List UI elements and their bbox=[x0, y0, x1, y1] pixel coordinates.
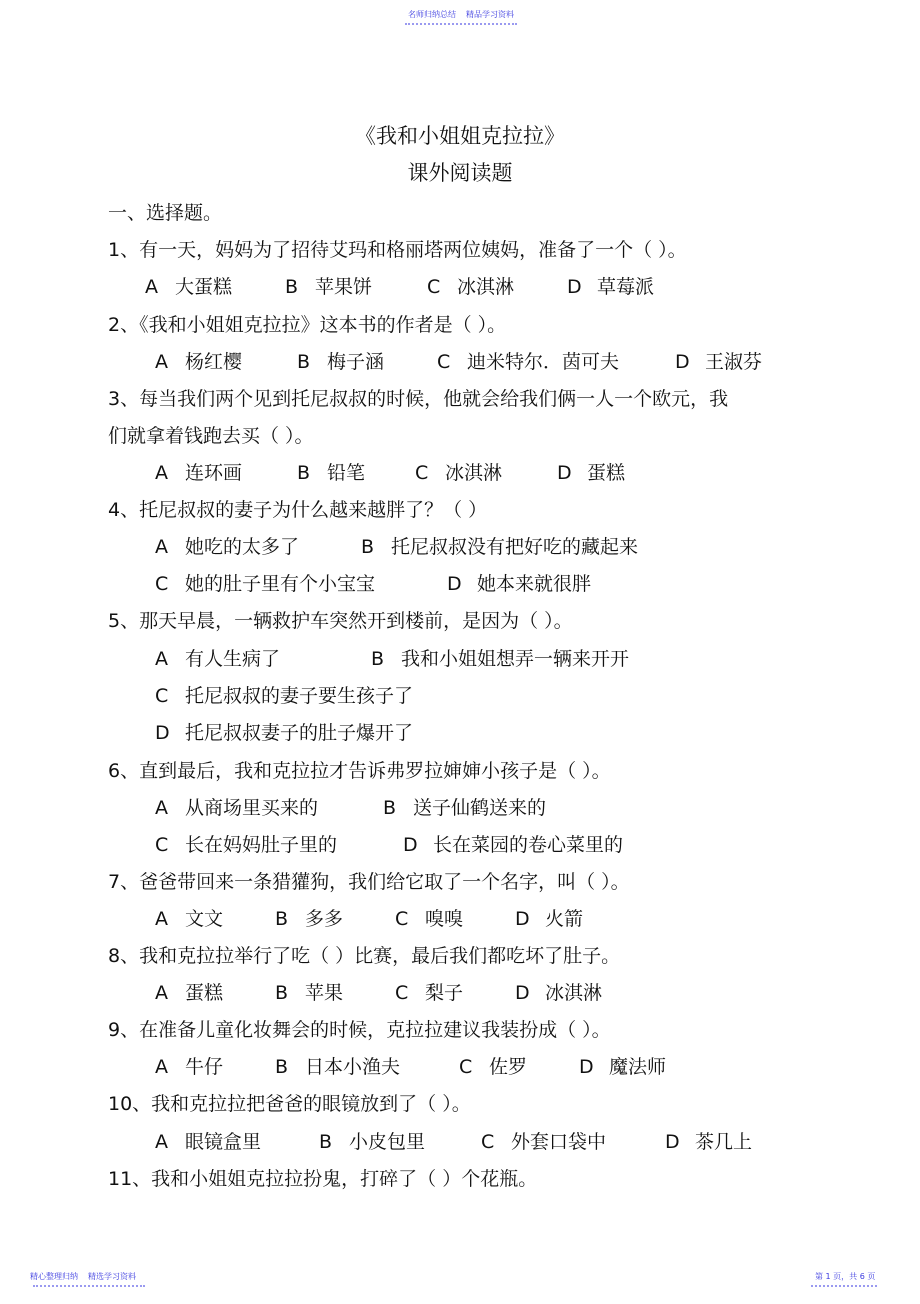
option-a: A 杨红樱 bbox=[155, 351, 243, 373]
option-d: D 她本来就很胖 bbox=[447, 573, 592, 595]
option-d: D 茶几上 bbox=[665, 1131, 753, 1153]
option-a: A 她吃的太多了 bbox=[155, 536, 300, 558]
option-b: B 小皮包里 bbox=[319, 1131, 426, 1153]
option-c: C 她的肚子里有个小宝宝 bbox=[155, 573, 376, 595]
option-c: C 嗅嗅 bbox=[395, 908, 464, 930]
option-d: D 魔法师 bbox=[579, 1056, 667, 1078]
option-d: D 王淑芬 bbox=[675, 351, 763, 373]
header-divider bbox=[405, 21, 517, 25]
question-2: 2、《我和小姐姐克拉拉》这本书的作者是（ ）。 bbox=[108, 314, 507, 336]
option-c: C 外套口袋中 bbox=[481, 1131, 607, 1153]
option-c: C 迪米特尔．茵可夫 bbox=[437, 351, 620, 373]
page-subtitle: 课外阅读题 bbox=[407, 161, 513, 185]
option-b: B 梅子涵 bbox=[297, 351, 385, 373]
question-11: 11、我和小姐姐克拉拉扮鬼，打碎了（ ）个花瓶。 bbox=[108, 1168, 538, 1190]
option-a: A 牛仔 bbox=[155, 1056, 224, 1078]
option-b: B 日本小渔夫 bbox=[275, 1056, 401, 1078]
question-10: 10、我和克拉拉把爸爸的眼镜放到了（ ）。 bbox=[108, 1093, 471, 1115]
option-d: D 火箭 bbox=[515, 908, 584, 930]
option-a: A 大蛋糕 bbox=[145, 276, 233, 298]
option-d: D 托尼叔叔妻子的肚子爆开了 bbox=[155, 722, 414, 744]
option-b: B 多多 bbox=[275, 908, 344, 930]
section-heading: 一、选择题。 bbox=[108, 202, 223, 224]
option-c: C 冰淇淋 bbox=[415, 462, 503, 484]
question-3: 3、每当我们两个见到托尼叔叔的时候，他就会给我们俩一人一个欧元，我 bbox=[108, 388, 729, 410]
footer-left-text-b: 精选学习资料 bbox=[88, 1272, 136, 1281]
question-4: 4、托尼叔叔的妻子为什么越来越胖了？（ ） bbox=[108, 499, 488, 521]
header-right-text: 精品学习资料 bbox=[466, 10, 514, 19]
option-b: B 苹果 bbox=[275, 982, 344, 1004]
option-c: C 托尼叔叔的妻子要生孩子了 bbox=[155, 685, 414, 707]
option-d: D 冰淇淋 bbox=[515, 982, 603, 1004]
question-5: 5、那天早晨，一辆救护车突然开到楼前，是因为（ ）。 bbox=[108, 610, 573, 632]
page-number: 第 1 页，共 6 页 bbox=[815, 1272, 876, 1281]
option-c: C 梨子 bbox=[395, 982, 464, 1004]
question-1: 1、有一天，妈妈为了招待艾玛和格丽塔两位姨妈，准备了一个（ ）。 bbox=[108, 239, 687, 261]
option-b: B 我和小姐姐想弄一辆来开开 bbox=[371, 648, 630, 670]
option-c: C 长在妈妈肚子里的 bbox=[155, 834, 338, 856]
question-9: 9、在准备儿童化妆舞会的时候，克拉拉建议我装扮成（ ）。 bbox=[108, 1019, 611, 1041]
option-d: D 草莓派 bbox=[567, 276, 655, 298]
footer-left-text-a: 精心整理归纳 bbox=[30, 1272, 78, 1281]
option-b: B 托尼叔叔没有把好吃的藏起来 bbox=[361, 536, 639, 558]
header-left-text: 名师归纳总结 bbox=[408, 10, 456, 19]
footer-left-divider bbox=[33, 1283, 145, 1287]
question-3-continued: 们就拿着钱跑去买（ ）。 bbox=[108, 425, 314, 447]
footer-right-divider bbox=[811, 1283, 877, 1287]
option-a: A 连环画 bbox=[155, 462, 243, 484]
question-8: 8、我和克拉拉举行了吃（ ）比赛，最后我们都吃坏了肚子。 bbox=[108, 945, 621, 967]
option-a: A 蛋糕 bbox=[155, 982, 224, 1004]
option-b: B 铅笔 bbox=[297, 462, 366, 484]
option-a: A 眼镜盒里 bbox=[155, 1131, 262, 1153]
option-b: B 苹果饼 bbox=[285, 276, 373, 298]
option-d: D 蛋糕 bbox=[557, 462, 626, 484]
option-c: C 佐罗 bbox=[459, 1056, 528, 1078]
page-title: 《我和小姐姐克拉拉》 bbox=[355, 124, 565, 148]
option-b: B 送子仙鹤送来的 bbox=[383, 797, 547, 819]
option-a: A 有人生病了 bbox=[155, 648, 281, 670]
option-d: D 长在菜园的卷心菜里的 bbox=[403, 834, 624, 856]
option-a: A 从商场里买来的 bbox=[155, 797, 319, 819]
option-a: A 文文 bbox=[155, 908, 224, 930]
question-7: 7、爸爸带回来一条猎獾狗，我们给它取了一个名字，叫（ ）。 bbox=[108, 871, 630, 893]
option-c: C 冰淇淋 bbox=[427, 276, 515, 298]
question-6: 6、直到最后，我和克拉拉才告诉弗罗拉婶婶小孩子是（ ）。 bbox=[108, 760, 611, 782]
